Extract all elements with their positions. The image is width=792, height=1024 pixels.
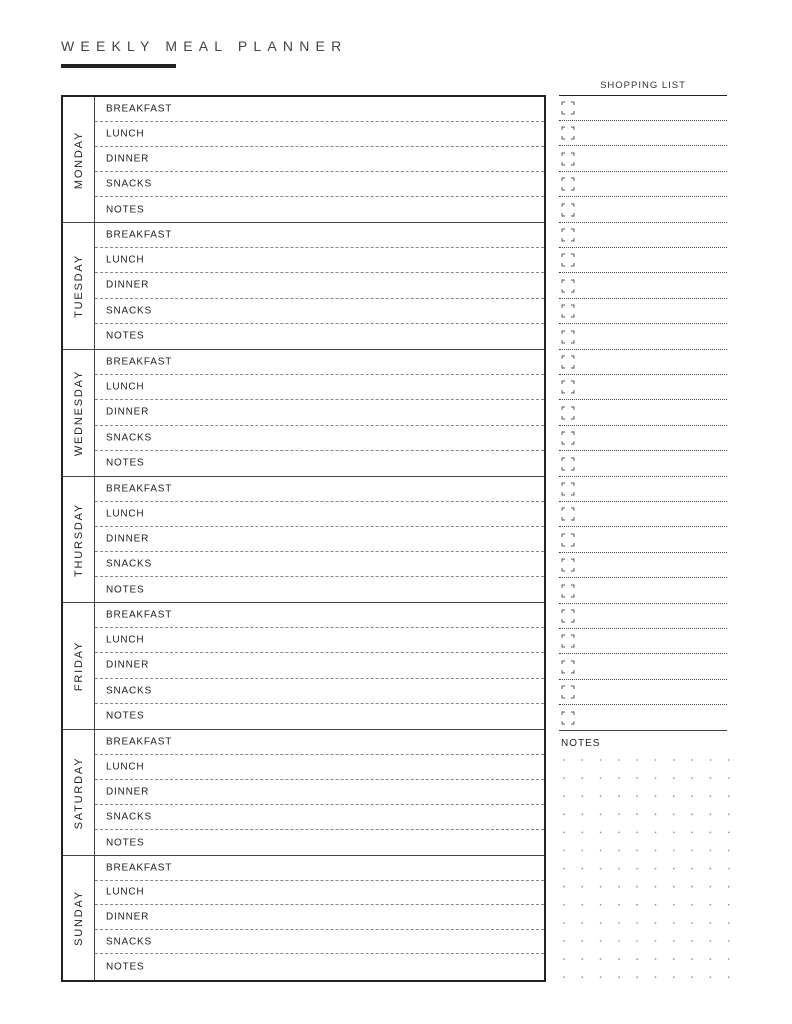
shopping-list-item[interactable] <box>559 375 727 400</box>
meal-row-snacks[interactable] <box>95 805 544 830</box>
day-block-saturday <box>63 730 544 856</box>
meal-row-dinner[interactable] <box>95 400 544 425</box>
meal-row-snacks[interactable] <box>95 679 544 704</box>
meal-row-dinner[interactable] <box>95 653 544 678</box>
checkbox-corners-icon[interactable] <box>561 584 575 598</box>
checkbox-corners-icon[interactable] <box>561 355 575 369</box>
meal-label: LUNCH <box>106 634 145 646</box>
meal-row-breakfast[interactable] <box>95 856 544 881</box>
checkbox-corners-icon[interactable] <box>561 711 575 725</box>
checkbox-corners-icon[interactable] <box>561 380 575 394</box>
day-label-column <box>63 477 95 602</box>
meal-row-breakfast[interactable] <box>95 730 544 755</box>
checkbox-corners-icon[interactable] <box>561 330 575 344</box>
meal-label: LUNCH <box>106 761 145 773</box>
meal-label: BREAKFAST <box>106 483 173 495</box>
shopping-list-item[interactable] <box>559 553 727 578</box>
meal-label: LUNCH <box>106 254 145 266</box>
meal-planner-grid <box>61 95 546 982</box>
shopping-list-item[interactable] <box>559 147 727 172</box>
meal-label: DINNER <box>106 786 150 798</box>
meal-row-snacks[interactable] <box>95 172 544 197</box>
meal-label: LUNCH <box>106 508 145 520</box>
meal-row-notes[interactable] <box>95 324 544 349</box>
meal-label: DINNER <box>106 406 150 418</box>
meal-row-snacks[interactable] <box>95 299 544 324</box>
day-block-friday <box>63 603 544 730</box>
shopping-list-title: SHOPPING LIST <box>600 80 686 91</box>
shopping-list-item[interactable] <box>559 452 727 477</box>
shopping-list-item[interactable] <box>559 655 727 680</box>
checkbox-corners-icon[interactable] <box>561 177 575 191</box>
title-underline <box>61 64 176 68</box>
shopping-list-item[interactable] <box>559 680 727 705</box>
shopping-list-item[interactable] <box>559 502 727 527</box>
shopping-list-item[interactable] <box>559 121 727 146</box>
shopping-list-item[interactable] <box>559 248 727 273</box>
checkbox-corners-icon[interactable] <box>561 558 575 572</box>
meal-label: DINNER <box>106 659 150 671</box>
day-label: TUESDAY <box>72 254 85 318</box>
day-label-column <box>63 97 95 222</box>
meal-row-notes[interactable] <box>95 830 544 855</box>
shopping-list-item[interactable] <box>559 706 727 731</box>
meal-label: SNACKS <box>106 558 152 570</box>
meal-label: NOTES <box>106 204 145 215</box>
meal-row-dinner[interactable] <box>95 905 544 930</box>
meal-row-lunch[interactable] <box>95 881 544 906</box>
meal-label: LUNCH <box>106 128 145 140</box>
checkbox-corners-icon[interactable] <box>561 203 575 217</box>
meal-label: BREAKFAST <box>106 103 173 115</box>
checkbox-corners-icon[interactable] <box>561 634 575 648</box>
meal-label: LUNCH <box>106 886 145 898</box>
meal-label: NOTES <box>106 961 145 973</box>
shopping-list-item[interactable] <box>559 274 727 299</box>
checkbox-corners-icon[interactable] <box>561 482 575 496</box>
meal-row-lunch[interactable] <box>95 755 544 780</box>
meal-row-dinner[interactable] <box>95 273 544 298</box>
meal-row-breakfast[interactable] <box>95 223 544 248</box>
day-label: WEDNESDAY <box>72 369 85 457</box>
checkbox-corners-icon[interactable] <box>561 253 575 267</box>
day-block-monday <box>63 97 544 223</box>
meal-row-snacks[interactable] <box>95 930 544 955</box>
shopping-list-item[interactable] <box>559 604 727 629</box>
notes-dot-grid <box>558 752 730 984</box>
day-label-column <box>63 603 95 729</box>
shopping-list-item[interactable] <box>559 172 727 197</box>
meal-row-lunch[interactable] <box>95 122 544 147</box>
meal-row-breakfast[interactable] <box>95 477 544 502</box>
day-block-wednesday <box>63 350 544 477</box>
meal-label: BREAKFAST <box>106 736 173 748</box>
meal-row-lunch[interactable] <box>95 628 544 653</box>
meal-label: NOTES <box>106 710 145 722</box>
day-block-sunday <box>63 856 544 980</box>
meal-row-notes[interactable] <box>95 197 544 222</box>
checkbox-corners-icon[interactable] <box>561 609 575 623</box>
day-block-tuesday <box>63 223 544 350</box>
day-label: SUNDAY <box>72 890 85 946</box>
meal-row-notes[interactable] <box>95 451 544 476</box>
meal-row-notes[interactable] <box>95 577 544 602</box>
shopping-list-item[interactable] <box>559 350 727 375</box>
checkbox-corners-icon[interactable] <box>561 507 575 521</box>
checkbox-corners-icon[interactable] <box>561 304 575 318</box>
checkbox-corners-icon[interactable] <box>561 279 575 293</box>
meal-label: BREAKFAST <box>106 356 173 368</box>
meal-row-lunch[interactable] <box>95 502 544 527</box>
meal-label: NOTES <box>106 584 145 595</box>
day-label: MONDAY <box>72 130 85 189</box>
checkbox-corners-icon[interactable] <box>561 406 575 420</box>
checkbox-corners-icon[interactable] <box>561 228 575 242</box>
meal-label: SNACKS <box>106 305 152 317</box>
day-label: THURSDAY <box>72 502 85 577</box>
shopping-list-item[interactable] <box>559 579 727 604</box>
checkbox-corners-icon[interactable] <box>561 533 575 547</box>
meal-label: NOTES <box>106 457 145 469</box>
meal-row-snacks[interactable] <box>95 426 544 451</box>
shopping-list-item[interactable] <box>559 629 727 654</box>
day-label-column <box>63 730 95 855</box>
meal-label: LUNCH <box>106 381 145 393</box>
checkbox-corners-icon[interactable] <box>561 126 575 140</box>
meal-label: NOTES <box>106 837 145 848</box>
meal-label: DINNER <box>106 279 150 291</box>
meal-label: SNACKS <box>106 936 152 948</box>
meal-row-notes[interactable] <box>95 954 544 979</box>
shopping-list-item[interactable] <box>559 198 727 223</box>
meal-label: NOTES <box>106 330 145 342</box>
meal-label: DINNER <box>106 153 150 165</box>
meal-label: BREAKFAST <box>106 609 173 621</box>
checkbox-corners-icon[interactable] <box>561 431 575 445</box>
meal-label: BREAKFAST <box>106 229 173 241</box>
meal-row-breakfast[interactable] <box>95 350 544 375</box>
meal-label: DINNER <box>106 911 150 923</box>
checkbox-corners-icon[interactable] <box>561 685 575 699</box>
meal-row-notes[interactable] <box>95 704 544 729</box>
day-label-column <box>63 350 95 476</box>
meal-row-lunch[interactable] <box>95 248 544 273</box>
checkbox-corners-icon[interactable] <box>561 101 575 115</box>
checkbox-corners-icon[interactable] <box>561 457 575 471</box>
day-label: FRIDAY <box>72 640 85 692</box>
day-label-column <box>63 856 95 980</box>
meal-row-dinner[interactable] <box>95 527 544 552</box>
day-label: SATURDAY <box>72 756 85 829</box>
meal-row-dinner[interactable] <box>95 147 544 172</box>
shopping-list-item[interactable] <box>559 528 727 553</box>
meal-label: SNACKS <box>106 432 152 444</box>
meal-label: SNACKS <box>106 685 152 697</box>
meal-row-breakfast[interactable] <box>95 603 544 628</box>
shopping-list-item[interactable] <box>559 223 727 248</box>
checkbox-corners-icon[interactable] <box>561 152 575 166</box>
meal-row-lunch[interactable] <box>95 375 544 400</box>
meal-label: SNACKS <box>106 178 152 190</box>
day-label-column <box>63 223 95 349</box>
meal-row-dinner[interactable] <box>95 780 544 805</box>
day-block-thursday <box>63 477 544 603</box>
shopping-list-item[interactable] <box>559 401 727 426</box>
shopping-list-item[interactable] <box>559 426 727 451</box>
meal-label: DINNER <box>106 533 150 545</box>
meal-label: SNACKS <box>106 811 152 823</box>
meal-row-breakfast[interactable] <box>95 97 544 122</box>
shopping-list-item[interactable] <box>559 477 727 502</box>
page-title: WEEKLY MEAL PLANNER <box>61 38 348 54</box>
meal-label: BREAKFAST <box>106 862 173 874</box>
notes-title: NOTES <box>561 738 601 749</box>
meal-row-snacks[interactable] <box>95 552 544 577</box>
shopping-list-item[interactable] <box>559 96 727 121</box>
checkbox-corners-icon[interactable] <box>561 660 575 674</box>
shopping-list-item[interactable] <box>559 299 727 324</box>
shopping-list-item[interactable] <box>559 325 727 350</box>
